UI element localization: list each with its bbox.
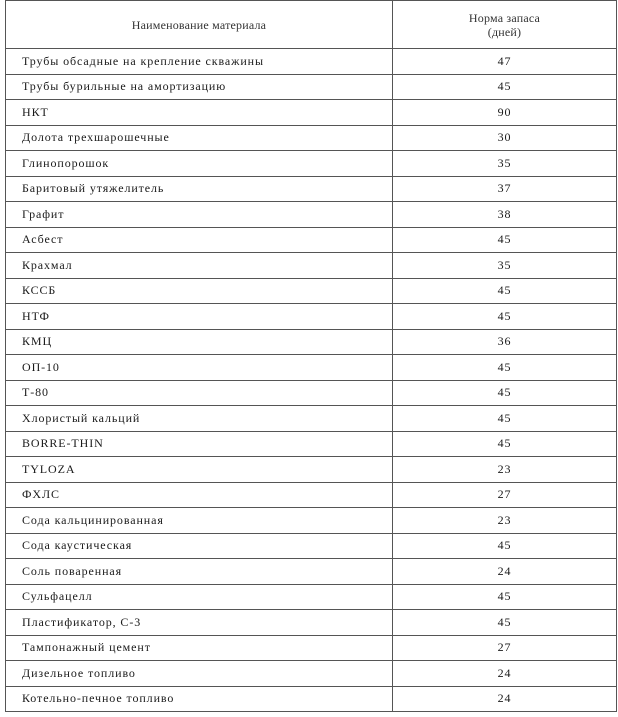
material-name-cell: Сода каустическая bbox=[6, 533, 393, 559]
stock-days-cell: 45 bbox=[393, 610, 617, 636]
material-name-cell: Дизельное топливо bbox=[6, 661, 393, 687]
material-name-cell: ОП-10 bbox=[6, 355, 393, 381]
materials-stock-table bbox=[5, 0, 617, 712]
header-material-label: Наименование материала bbox=[131, 17, 267, 32]
table-row bbox=[6, 661, 617, 687]
table-row bbox=[6, 49, 617, 75]
material-name-cell: Сульфацелл bbox=[6, 584, 393, 610]
stock-days-cell: 45 bbox=[393, 380, 617, 406]
stock-days-cell: 45 bbox=[393, 227, 617, 253]
table-body bbox=[6, 49, 617, 712]
material-name-cell: Пластификатор, С-3 bbox=[6, 610, 393, 636]
stock-days-cell: 45 bbox=[393, 278, 617, 304]
material-name-cell: Асбест bbox=[6, 227, 393, 253]
material-name-cell: Графит bbox=[6, 202, 393, 228]
table-row bbox=[6, 482, 617, 508]
material-name-cell: Котельно-печное топливо bbox=[6, 686, 393, 712]
stock-days-cell: 45 bbox=[393, 406, 617, 432]
stock-days-cell: 30 bbox=[393, 125, 617, 151]
stock-days-cell: 24 bbox=[393, 559, 617, 585]
table-row bbox=[6, 355, 617, 381]
material-name-cell: Хлористый кальций bbox=[6, 406, 393, 432]
material-name-cell: TYLOZA bbox=[6, 457, 393, 483]
stock-days-cell: 36 bbox=[393, 329, 617, 355]
material-name-cell: НТФ bbox=[6, 304, 393, 330]
table-header bbox=[6, 1, 617, 49]
table-row bbox=[6, 559, 617, 585]
table-row bbox=[6, 406, 617, 432]
header-stock-norm bbox=[393, 1, 617, 49]
material-name-cell: Соль поваренная bbox=[6, 559, 393, 585]
material-name-cell: Трубы обсадные на крепление скважины bbox=[6, 49, 393, 75]
material-name-cell: BORRE-THIN bbox=[6, 431, 393, 457]
header-material-name bbox=[6, 1, 393, 49]
material-name-cell: Долота трехшарошечные bbox=[6, 125, 393, 151]
table-row bbox=[6, 635, 617, 661]
stock-days-cell: 23 bbox=[393, 508, 617, 534]
material-name-cell: Трубы бурильные на амортизацию bbox=[6, 74, 393, 100]
material-name-cell: Глинопорошок bbox=[6, 151, 393, 177]
table-row bbox=[6, 253, 617, 279]
stock-days-cell: 23 bbox=[393, 457, 617, 483]
stock-days-cell: 90 bbox=[393, 100, 617, 126]
table-row bbox=[6, 125, 617, 151]
stock-days-cell: 45 bbox=[393, 355, 617, 381]
table-row bbox=[6, 278, 617, 304]
table-row bbox=[6, 304, 617, 330]
header-row bbox=[6, 1, 617, 49]
stock-days-cell: 35 bbox=[393, 253, 617, 279]
material-name-cell: КССБ bbox=[6, 278, 393, 304]
stock-days-cell: 38 bbox=[393, 202, 617, 228]
table-row bbox=[6, 584, 617, 610]
table-row bbox=[6, 74, 617, 100]
stock-days-cell: 27 bbox=[393, 482, 617, 508]
material-name-cell: НКТ bbox=[6, 100, 393, 126]
stock-days-cell: 45 bbox=[393, 584, 617, 610]
table-row bbox=[6, 227, 617, 253]
table-row bbox=[6, 202, 617, 228]
material-name-cell: Т-80 bbox=[6, 380, 393, 406]
table-row bbox=[6, 533, 617, 559]
table-row bbox=[6, 329, 617, 355]
table-row bbox=[6, 100, 617, 126]
table-row bbox=[6, 508, 617, 534]
table-row bbox=[6, 176, 617, 202]
table-row bbox=[6, 457, 617, 483]
stock-days-cell: 35 bbox=[393, 151, 617, 177]
stock-days-cell: 47 bbox=[393, 49, 617, 75]
table-row bbox=[6, 380, 617, 406]
table-row bbox=[6, 610, 617, 636]
material-name-cell: ФХЛС bbox=[6, 482, 393, 508]
table-row bbox=[6, 431, 617, 457]
stock-days-cell: 24 bbox=[393, 661, 617, 687]
stock-days-cell: 24 bbox=[393, 686, 617, 712]
header-norm-unit: (дней) bbox=[487, 24, 522, 39]
material-name-cell: Сода кальцинированная bbox=[6, 508, 393, 534]
material-name-cell: Баритовый утяжелитель bbox=[6, 176, 393, 202]
stock-days-cell: 27 bbox=[393, 635, 617, 661]
stock-days-cell: 45 bbox=[393, 533, 617, 559]
stock-days-cell: 45 bbox=[393, 74, 617, 100]
material-name-cell: Тампонажный цемент bbox=[6, 635, 393, 661]
stock-days-cell: 45 bbox=[393, 304, 617, 330]
material-name-cell: КМЦ bbox=[6, 329, 393, 355]
material-name-cell: Крахмал bbox=[6, 253, 393, 279]
table-row bbox=[6, 151, 617, 177]
table-row bbox=[6, 686, 617, 712]
header-norm-label: Норма запаса bbox=[468, 10, 541, 25]
stock-days-cell: 37 bbox=[393, 176, 617, 202]
stock-days-cell: 45 bbox=[393, 431, 617, 457]
